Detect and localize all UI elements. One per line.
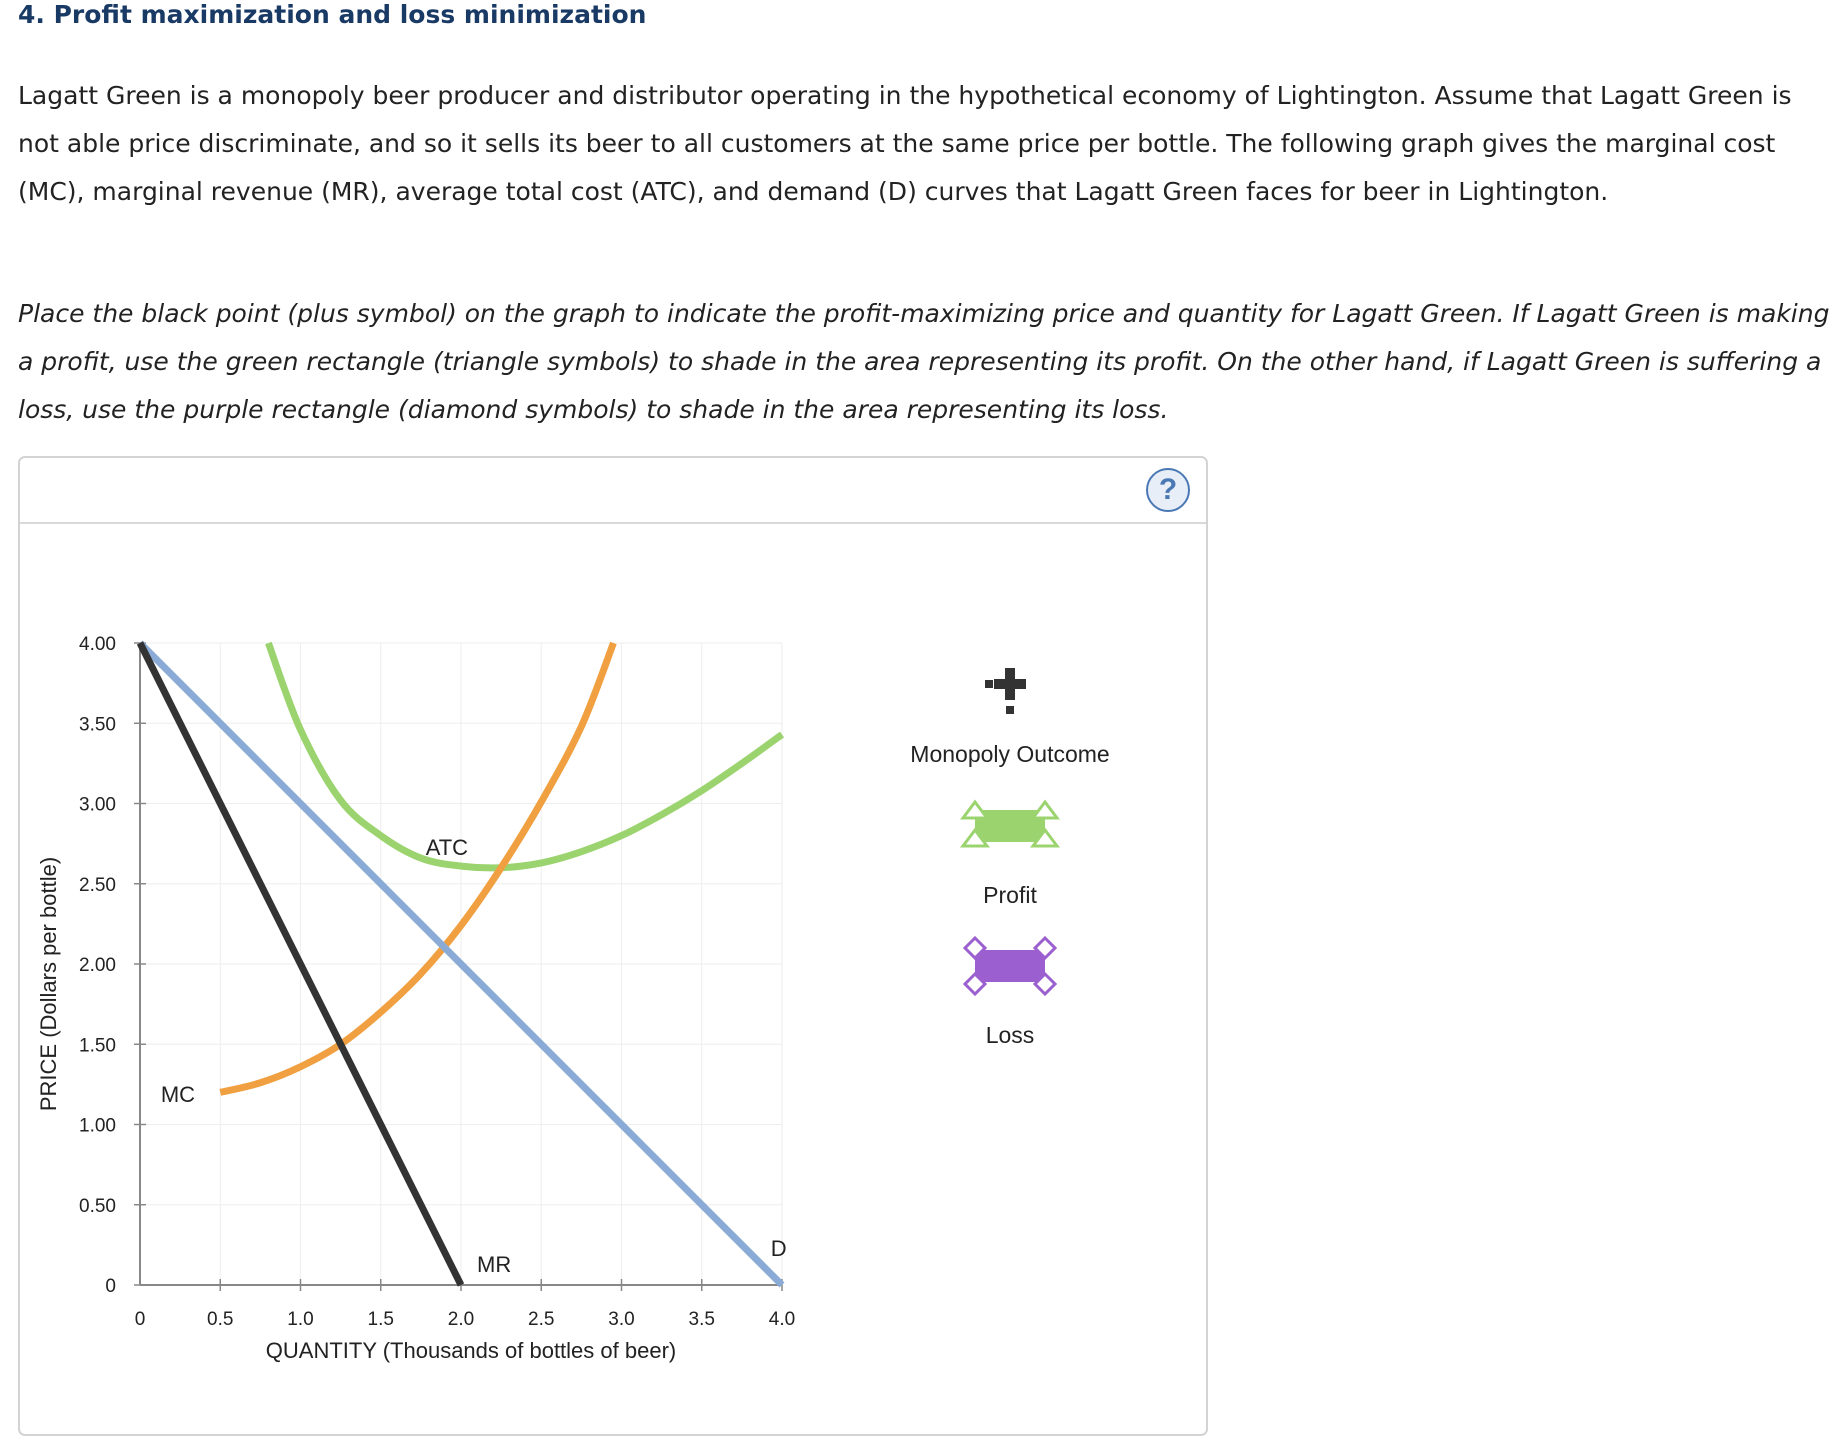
page-title: 4. Profit maximization and loss minimization xyxy=(18,0,647,29)
loss-tool[interactable] xyxy=(965,938,1055,1048)
monopoly-outcome-label: Monopoly Outcome xyxy=(910,741,1110,767)
x-tick-label: 1.0 xyxy=(287,1309,314,1330)
curve-labels xyxy=(161,835,787,1277)
x-tick-label: 0 xyxy=(134,1309,146,1330)
y-tick-label: 2.50 xyxy=(79,874,116,896)
y-tick-label: 1.50 xyxy=(79,1035,116,1057)
x-tick-label: 0.5 xyxy=(207,1309,234,1330)
y-tick-label: 1.00 xyxy=(79,1115,116,1137)
x-tick-label: 2.5 xyxy=(528,1309,555,1330)
curve-label-mc: MC xyxy=(160,1082,196,1108)
profit-tool[interactable] xyxy=(963,802,1057,908)
curve-mc xyxy=(220,643,613,1092)
instructions-paragraph: Place the black point (plus symbol) on the graph to indicate the profit-maximizing price and quantity for Lagatt Green. If Lagatt Green is making a profit, use the green rectangle (triangle symbols) to shade in the area representing its profit. On the other hand, if Lagatt Green is suffering a loss, use the purple rectangle (diamond symbols) to shade in the area representing its loss. xyxy=(18,299,1830,424)
y-axis-label: PRICE (Dollars per bottle) xyxy=(36,856,61,1112)
profit-label: Profit xyxy=(983,882,1037,908)
y-tick-label: 0 xyxy=(105,1276,116,1297)
diamond-icon[interactable] xyxy=(965,938,1055,994)
triangle-icon[interactable] xyxy=(963,802,1057,846)
curve-label-d: D xyxy=(770,1236,787,1262)
help-icon[interactable]: ? xyxy=(1146,468,1190,512)
intro-paragraph: Lagatt Green is a monopoly beer producer and distributor operating in the hypothetical economy of Lightington. Assume that Lagatt Green is not able price discriminate, and so it sells its beer to all customers at the same price per bottle. The following graph gives the marginal cost (MC), marginal revenue (MR), average total cost (ATC), and demand (D) curves that Lagatt Green faces for beer in Lightington. xyxy=(18,81,1792,206)
y-tick-label: 0.50 xyxy=(79,1195,116,1217)
plus-icon[interactable] xyxy=(985,668,1026,714)
x-tick-label: 3.5 xyxy=(688,1309,715,1330)
y-tick-label: 3.50 xyxy=(79,714,116,736)
y-tick-label: 2.00 xyxy=(79,955,116,976)
loss-label: Loss xyxy=(985,1022,1035,1048)
curve-label-atc: ATC xyxy=(425,834,469,860)
y-tick-label: 3.00 xyxy=(79,794,116,816)
x-tick-label: 3.0 xyxy=(608,1309,635,1330)
curve-label-mr: MR xyxy=(477,1252,512,1278)
x-tick-label: 1.5 xyxy=(367,1309,394,1330)
x-axis-label: QUANTITY (Thousands of bottles of beer) xyxy=(265,1338,677,1363)
y-tick-label: 4.00 xyxy=(79,634,116,655)
x-tick-label: 4.0 xyxy=(768,1309,796,1330)
monopoly-outcome-tool[interactable] xyxy=(910,668,1109,767)
x-tick-label: 2.0 xyxy=(447,1309,475,1330)
